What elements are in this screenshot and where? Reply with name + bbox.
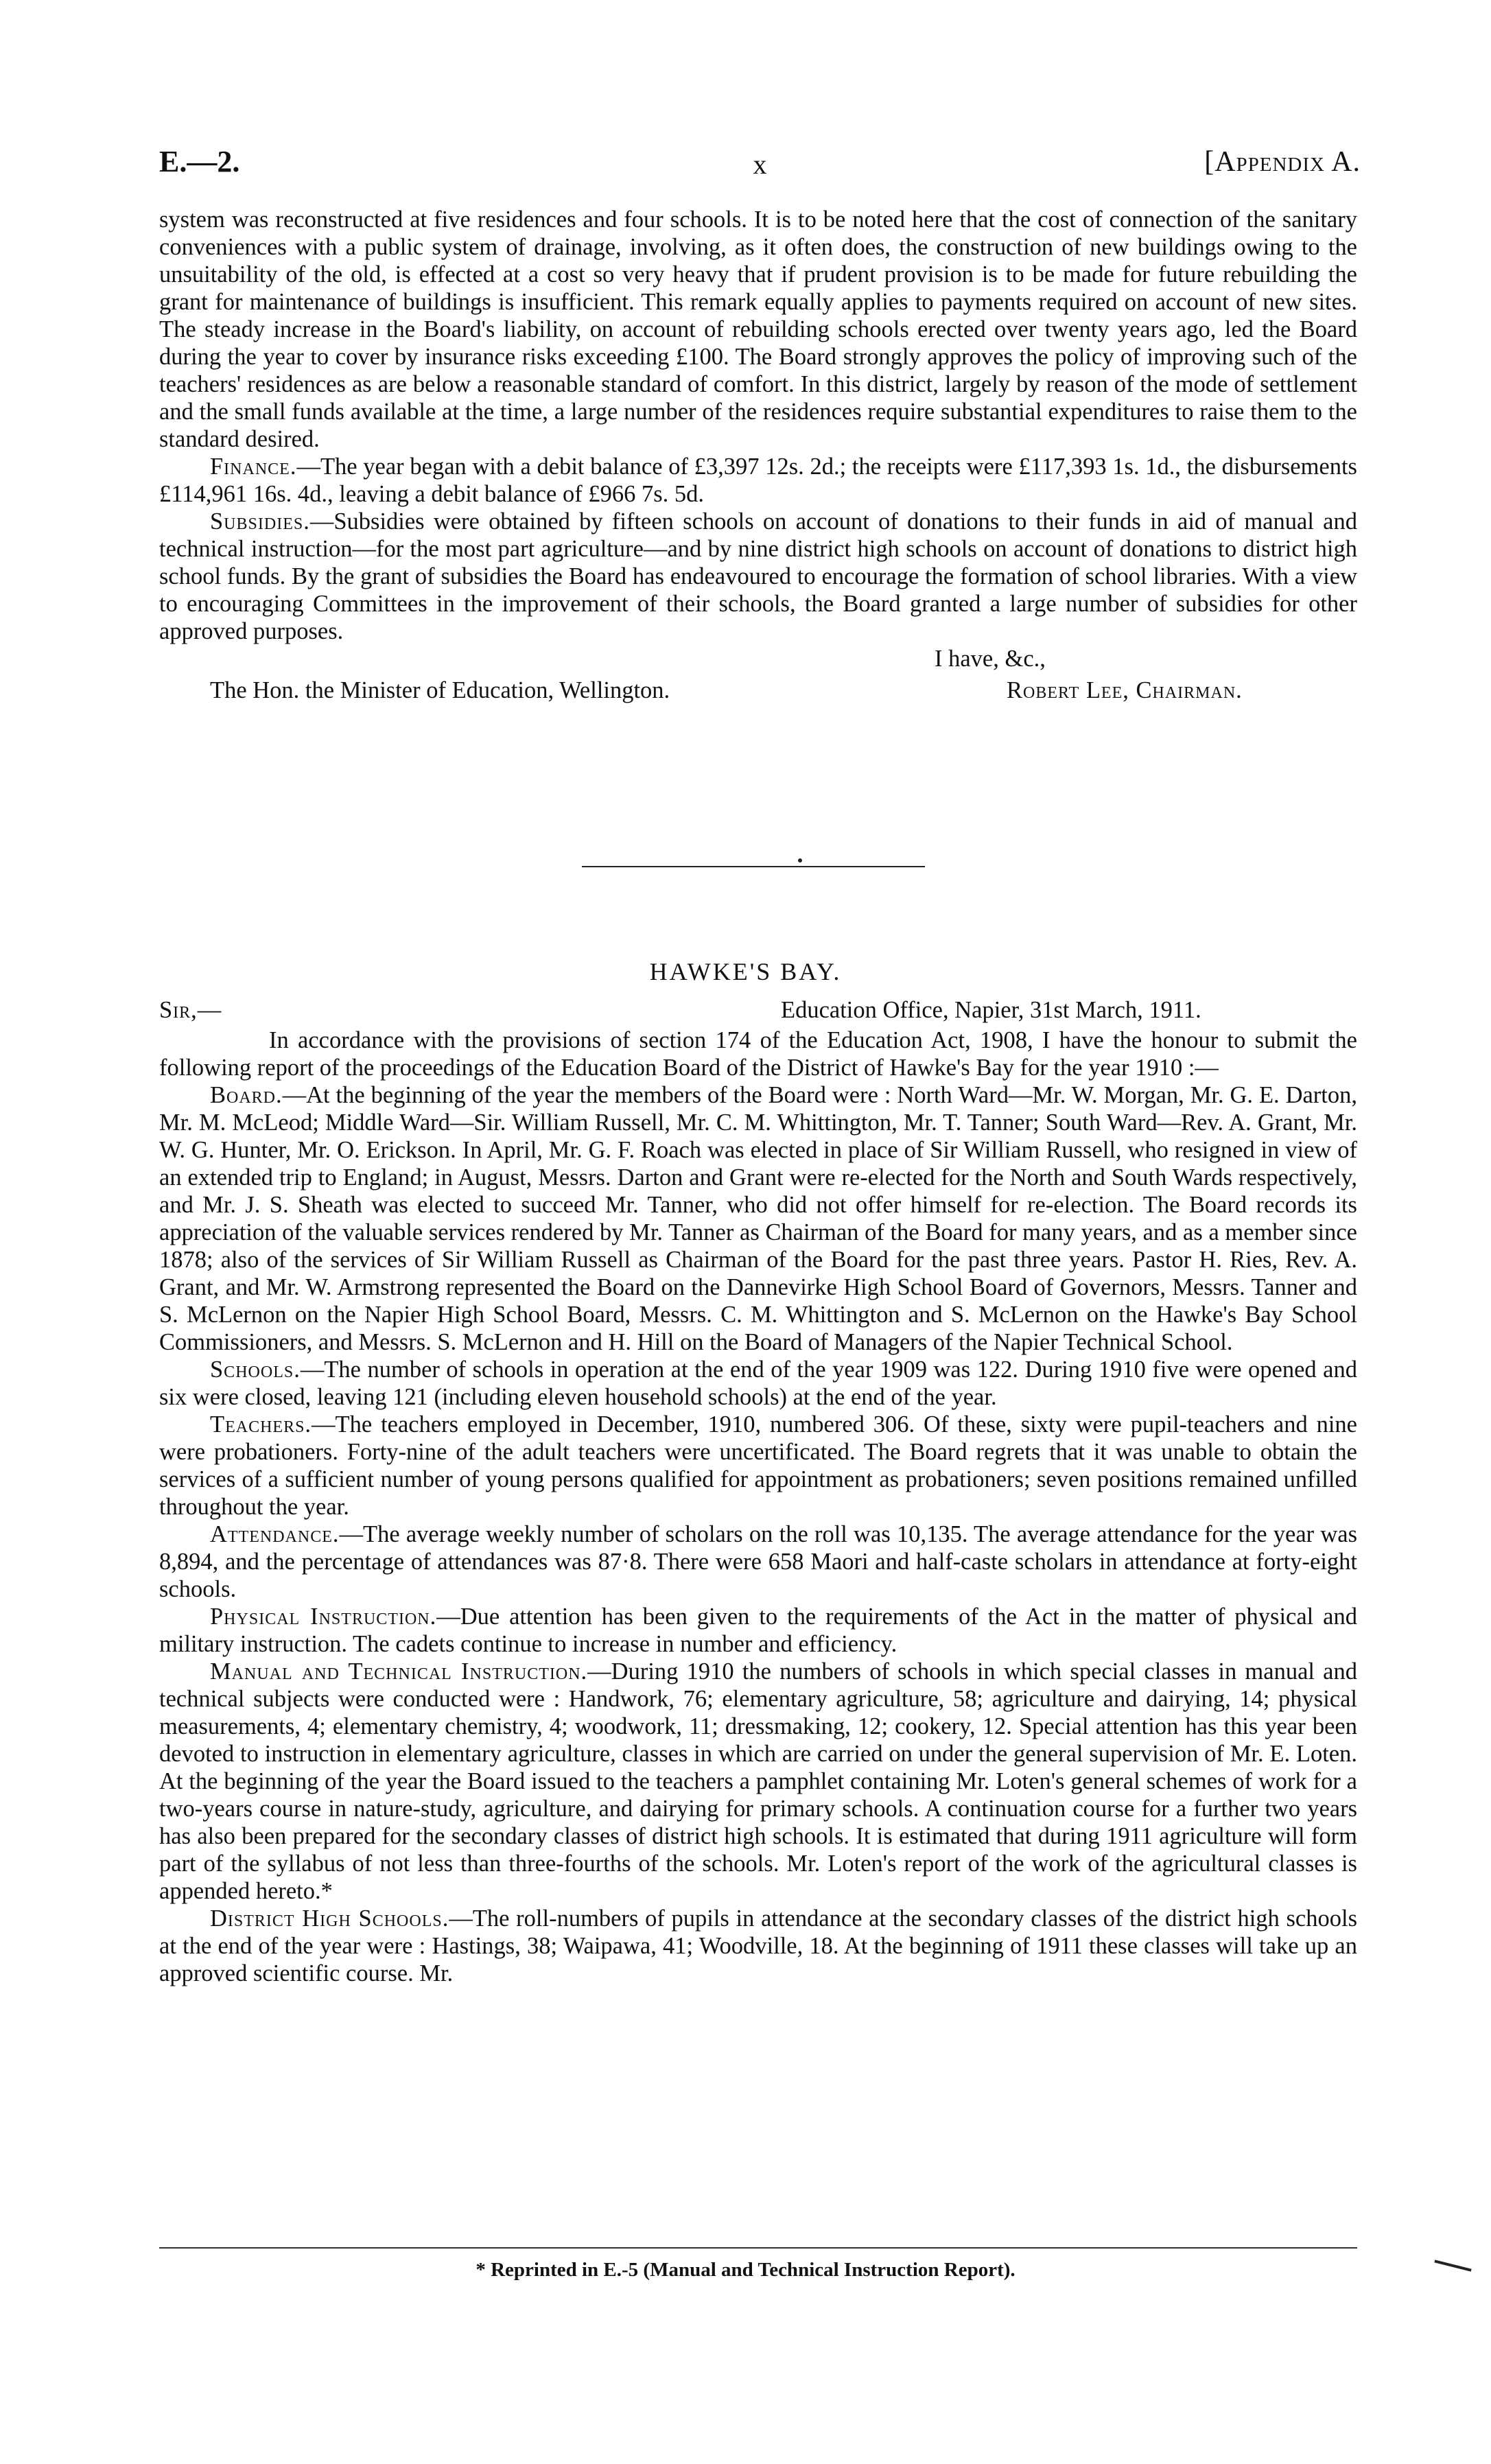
- appendix-label: [Appendix A.: [1204, 146, 1361, 178]
- paragraph-manual-technical: [159, 1658, 1357, 1905]
- paragraph-subsidies: [159, 508, 1357, 645]
- section-divider: [582, 866, 925, 867]
- manual-technical-heading: Manual and Technical Instruction.: [210, 1658, 588, 1685]
- manual-technical-text: —During 1910 the numbers of schools in which special classes in manual and technical subjects were conducted were : Handwork, 76; elementary agriculture, 58; agriculture and dairying, 14; physical measurements, 4; elementary chemistry, 4; woodwork, 11; dressmaking, 12; cookery, 12. Special attention has this year been devoted to instruction in elementary agriculture, classes in which are carried on under the general supervision of Mr. E. Loten. At the beginning of the year the Board issued to the teachers a pamphlet containing Mr. Loten's general schemes of work for a two-years course in nature-study, agriculture, and dairying for primary schools. A continuation course for a further two years has also been prepared for the secondary classes of district high schools. It is estimated that during 1911 agriculture will form part of the syllabus of not less than three-fourths of the schools. Mr. Loten's report of the work of the agricultural classes is appended hereto.*: [159, 1658, 1357, 1904]
- paragraph-district-high-schools: [159, 1905, 1357, 1987]
- footnote-rule: [159, 2247, 1357, 2249]
- attendance-text: —The average weekly number of scholars on the roll was 10,135. The average attendance for the year was 8,894, and the percentage of attendances was 87·8. There were 658 Maori and half-caste scholars in attendance at forty-eight schools.: [159, 1521, 1357, 1602]
- report-code: E.—2.: [159, 145, 240, 178]
- section-title: HAWKE'S BAY.: [649, 958, 842, 985]
- finance-heading: Finance.: [210, 454, 297, 480]
- teachers-heading: Teachers.: [210, 1411, 312, 1438]
- salutation: Sir,—: [159, 997, 222, 1023]
- board-text: —At the beginning of the year the members of the Board were : North Ward—Mr. W. Morgan, Mr. G. E. Darton, Mr. M. McLeod; Middle Ward—Sir. William Russell, Mr. C. M. Whittington, Mr. T. Tanner; South Ward—Rev. A. Grant, Mr. W. G. Hunter, Mr. O. Erickson. In April, Mr. G. F. Roach was elected in place of Sir William Russell, who resigned in view of an extended trip to England; in August, Messrs. Darton and Grant were re-elected for the North and South Wards respectively, and Mr. J. S. Sheath was elected to succeed Mr. Tanner, who did not offer himself for re-election. The Board records its appreciation of the valuable services rendered by Mr. Tanner as Chairman of the Board for many years, and as a member since 1878; also of the services of Sir William Russell as Chairman of the Board for the past three years. Pastor H. Ries, Rev. A. Grant, and Mr. W. Armstrong represented the Board on the Dannevirke High School Board of Governors, Messrs. Tanner and S. McLernon on the Napier High School Board, Messrs. C. M. Whittington and S. McLernon on the Hawke's Bay School Commissioners, and Messrs. S. McLernon and H. Hill on the Board of Managers of the Napier Technical School.: [159, 1082, 1357, 1355]
- page-header: [159, 144, 1361, 185]
- salutation-row: [159, 996, 1357, 1026]
- physical-instruction-heading: Physical Instruction.: [210, 1604, 437, 1630]
- district-high-schools-text: —The roll-numbers of pupils in attendance at the secondary classes of the district high schools at the end of the year were : Hastings, 38; Waipawa, 41; Woodville, 18. At the beginning of 1911 these classes will take up an approved scientific course. Mr.: [159, 1905, 1357, 1986]
- page-number: x: [753, 149, 767, 180]
- closing-phrase: I have, &c.,: [935, 646, 1046, 672]
- physical-instruction-text: —Due attention has been given to the requirements of the Act in the matter of physical and military instruction. The cadets continue to increase in number and efficiency.: [159, 1604, 1357, 1657]
- footnote: * Reprinted in E.-5 (Manual and Technical Instruction Report).: [476, 2259, 1015, 2281]
- place-date: Education Office, Napier, 31st March, 1911.: [781, 997, 1201, 1023]
- paragraph-attendance: [159, 1521, 1357, 1603]
- paragraph-physical-instruction: [159, 1603, 1357, 1658]
- closing-row: [159, 645, 1357, 672]
- teachers-text: —The teachers employed in December, 1910, numbered 306. Of these, sixty were pupil-teachers and nine were probationers. Forty-nine of the adult teachers were uncertificated. The Board regrets that it was unable to obtain the services of a sufficient number of young persons qualified for appointment as probationers; seven positions remained unfilled throughout the year.: [159, 1411, 1357, 1520]
- district-high-schools-heading: District High Schools.: [210, 1905, 449, 1932]
- paragraph-finance: [159, 453, 1357, 508]
- schools-text: —The number of schools in operation at the end of the year 1909 was 122. During 1910 five were opened and six were closed, leaving 121 (including eleven household schools) at the end of the year.: [159, 1357, 1357, 1410]
- paragraph-board: [159, 1081, 1357, 1356]
- signatory: Robert Lee, Chairman.: [1007, 677, 1243, 703]
- signature-row: [159, 677, 1357, 708]
- paragraph-intro: In accordance with the provisions of section 174 of the Education Act, 1908, I have the honour to submit the following report of the proceedings of the Education Board of the District of Hawke's Bay for the year 1910 :—: [159, 1027, 1357, 1081]
- paragraph-buildings: system was reconstructed at five residences and four schools. It is to be noted here that the cost of connection of the sanitary conveniences with a public system of drainage, involving, as it often does, the construction of new buildings owing to the unsuitability of the old, is effected at a cost so very heavy that if prudent provision is to be made for future rebuilding the grant for maintenance of buildings is insufficient. This remark equally applies to payments required on account of new sites. The steady increase in the Board's liability, on account of rebuilding schools erected over twenty years ago, led the Board during the year to cover by insurance risks exceeding £100. The Board strongly approves the policy of improving such of the teachers' residences as are below a reasonable standard of comfort. In this district, largely by reason of the mode of settlement and the small funds available at the time, a large number of the residences require substantial expenditures to raise them to the standard desired.: [159, 207, 1357, 452]
- board-heading: Board.: [210, 1082, 283, 1108]
- schools-heading: Schools.: [210, 1357, 301, 1383]
- subsidies-heading: Subsidies.: [210, 508, 310, 535]
- paragraph-teachers: [159, 1411, 1357, 1521]
- paragraph-schools: [159, 1356, 1357, 1411]
- finance-text: —The year began with a debit balance of £3,397 12s. 2d.; the receipts were £117,393 1s. 1d., the disbursements £114,961 16s. 4d., leaving a debit balance of £966 7s. 5d.: [159, 454, 1357, 507]
- addressee: The Hon. the Minister of Education, Wellington.: [210, 677, 670, 703]
- divider-ornament: [798, 858, 802, 863]
- attendance-heading: Attendance.: [210, 1521, 340, 1547]
- subsidies-text: —Subsidies were obtained by fifteen schools on account of donations to their funds in aid of manual and technical instruction—for the most part agriculture—and by nine district high schools on account of donations to district high school funds. By the grant of subsidies the Board has endeavoured to encourage the formation of school libraries. With a view to encouraging Committees in the improvement of their schools, the Board granted a large number of subsidies for other approved purposes.: [159, 508, 1357, 644]
- continued-report: [159, 206, 1357, 708]
- hawkes-bay-report: [159, 996, 1357, 1987]
